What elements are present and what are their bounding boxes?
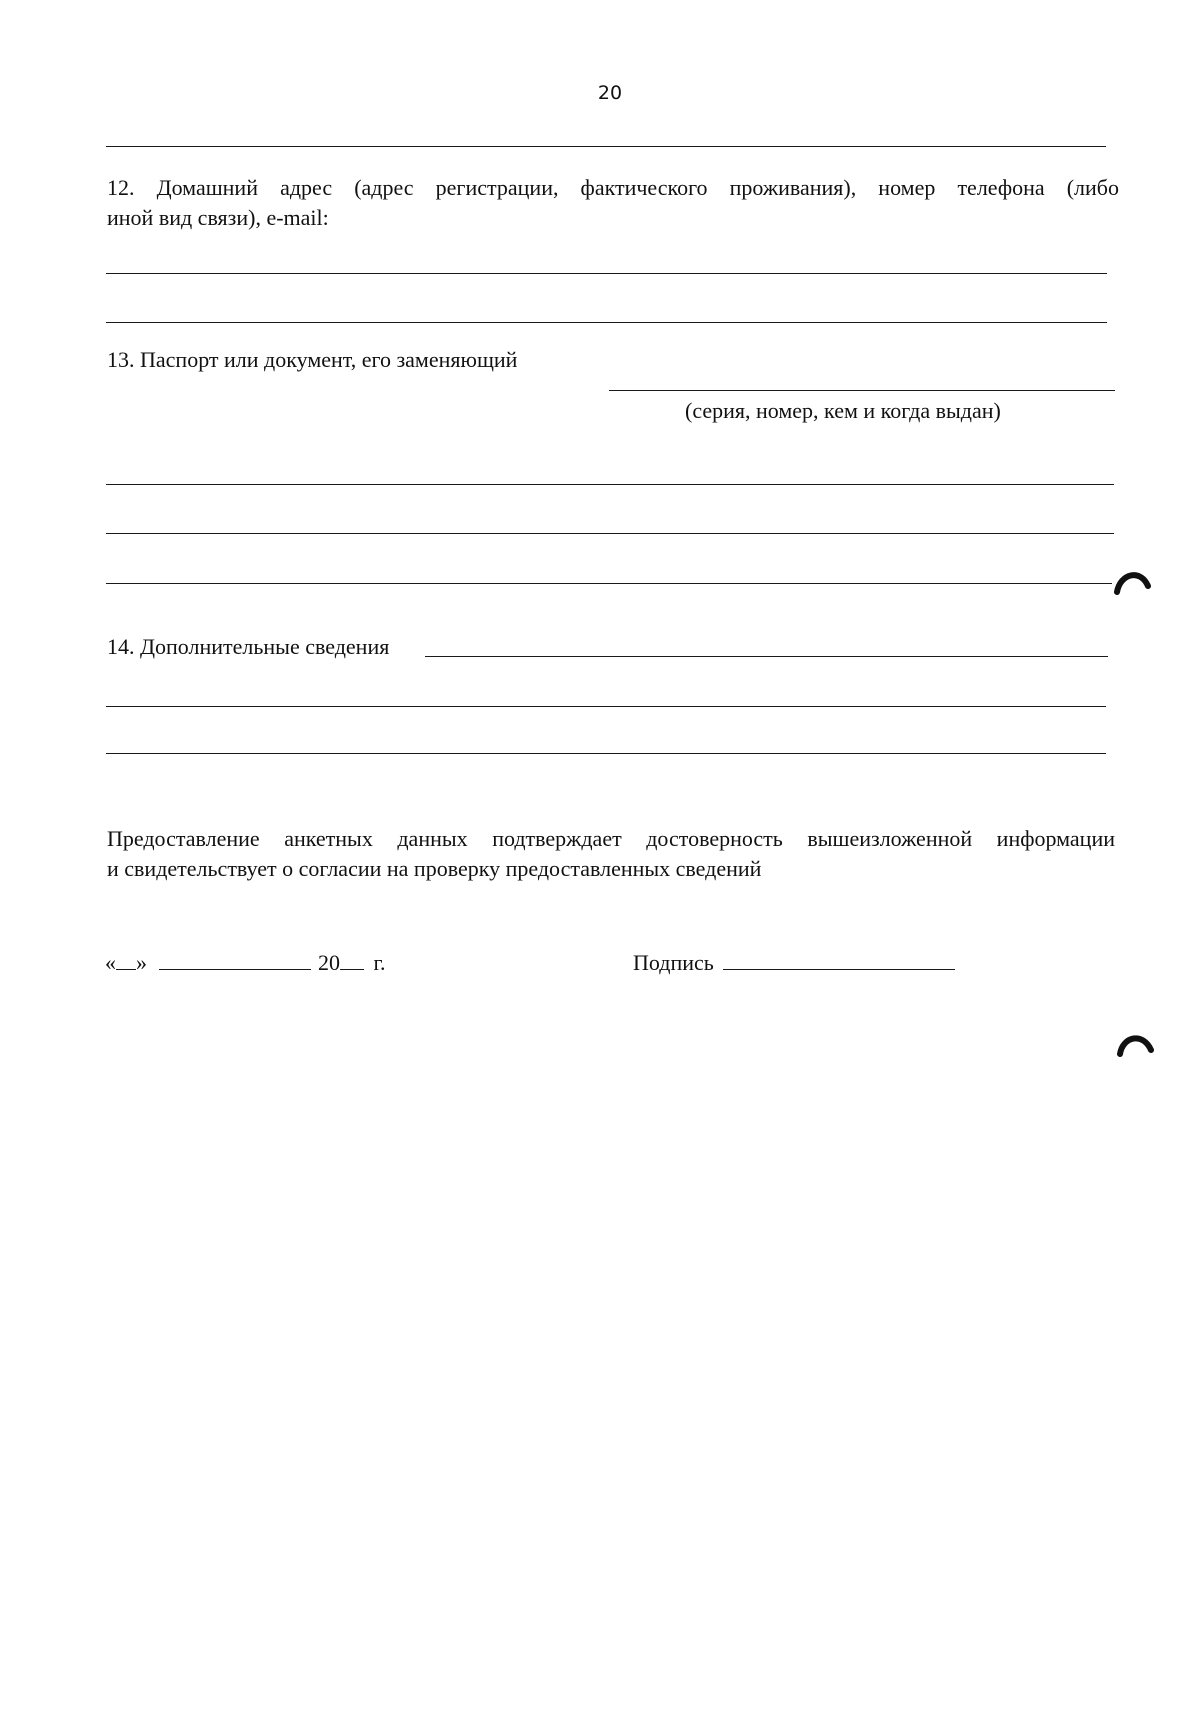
date-field [105, 948, 386, 977]
item14-info-line-1[interactable] [425, 656, 1108, 657]
top-rule [106, 146, 1106, 147]
binder-hole-mark-upper [1114, 566, 1152, 596]
date-open-quote: « [105, 950, 116, 975]
item14-info-line-3[interactable] [106, 753, 1106, 754]
signature-blank[interactable] [723, 949, 955, 970]
item12-label-line2: иной вид связи), e-mail: [107, 205, 329, 230]
item12-address-line-1[interactable] [106, 273, 1107, 274]
item13-hint: (серия, номер, кем и когда выдан) [685, 398, 1001, 423]
page-number: 20 [597, 82, 623, 104]
date-year-prefix: 20 [318, 950, 340, 975]
date-year-blank[interactable] [340, 949, 364, 970]
item13-passport-line-4[interactable] [106, 583, 1112, 584]
statement-line1: Предоставление анкетных данных подтверждает достоверность вышеизложенной информации [107, 826, 1115, 851]
item14-info-line-2[interactable] [106, 706, 1106, 707]
item13-passport-line-2[interactable] [106, 484, 1114, 485]
item13-passport-line-3[interactable] [106, 533, 1114, 534]
signature-field [633, 948, 955, 977]
date-year-suffix: г. [373, 950, 386, 975]
statement-line2: и свидетельствует о согласии на проверку предоставленных сведений [107, 856, 762, 881]
date-day-blank[interactable] [116, 949, 136, 970]
item13-label: 13. Паспорт или документ, его заменяющий [107, 347, 518, 372]
item14-label: 14. Дополнительные сведения [107, 634, 390, 659]
signature-label: Подпись [633, 950, 714, 975]
item12-label-line1: 12. Домашний адрес (адрес регистрации, фактического проживания), номер телефона (либо [107, 175, 1119, 200]
item12-address-line-2[interactable] [106, 322, 1107, 323]
date-month-blank[interactable] [159, 949, 311, 970]
date-close-quote: » [136, 950, 147, 975]
item13-passport-line[interactable] [609, 390, 1115, 391]
binder-hole-mark-lower [1117, 1030, 1155, 1060]
